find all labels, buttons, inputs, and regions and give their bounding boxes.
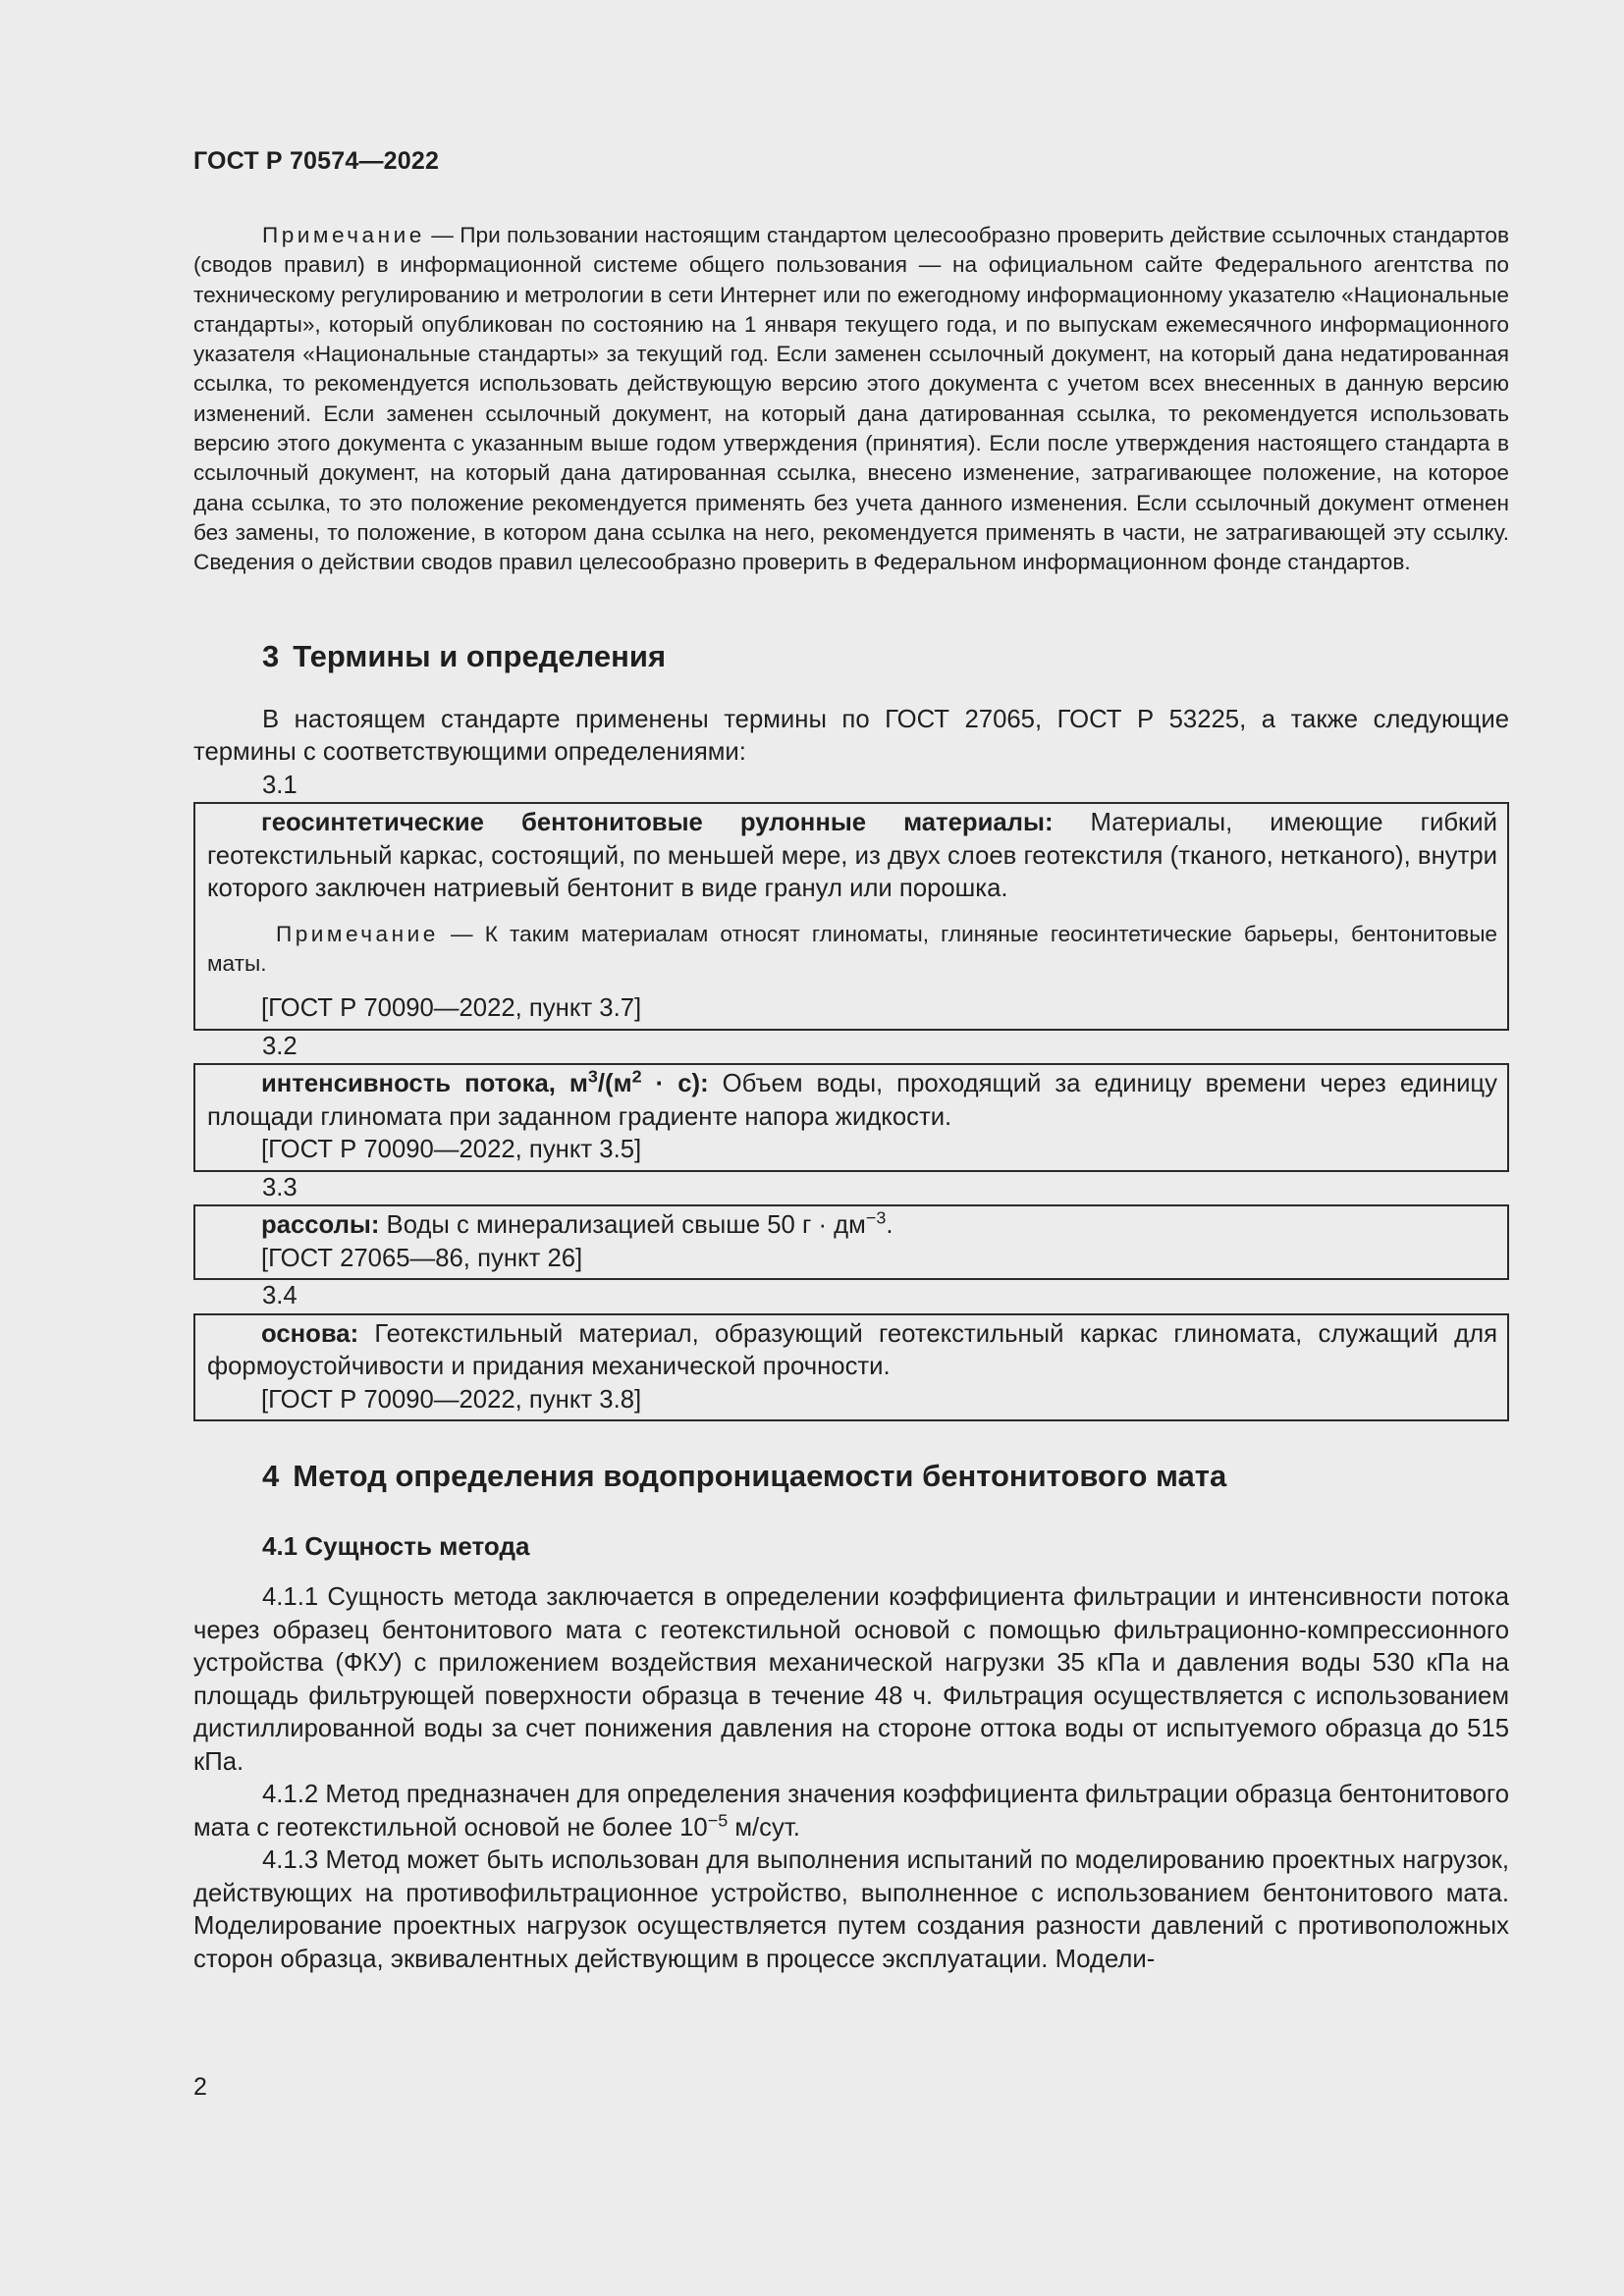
reference-note [193, 221, 1509, 578]
term-definition: рассолы: Воды с минерализацией свыше 50 $г \cdot дм^{-3}$. [261, 1207, 893, 1240]
term-box [193, 1063, 1509, 1172]
term-source: [ГОСТ Р 70090—2022, пункт 3.8] [261, 1385, 642, 1414]
section-4-title-text: Метод определения водопроницаемости бентонитового мата [293, 1459, 1227, 1494]
note-label: Примечание [262, 223, 425, 247]
term-source: [ГОСТ Р 70090—2022, пункт 3.5] [261, 1136, 642, 1164]
term-definition-text: Геотекстильный материал, образующий геотекстильный каркас глиномата, служащий для формоустойчивости и придания механической прочности. [207, 1319, 1497, 1381]
term-note-text: — К таким материалам относят глиноматы, глиняные геосинтетические барьеры, бентонитовые маты. [207, 921, 1497, 976]
term-definition-text: Материалы, имеющие гибкий геотекстильный каркас, состоящий, по меньшей мере, из двух слоев геотекстиля (тканого, нетканого), внутри которого заключен натриевый бентонит в виде гранул или порошка. [207, 809, 1497, 903]
section-3-intro: В настоящем стандарте применены термины по ГОСТ 27065, ГОСТ Р 53225, а также следующие термины с соответствующими определениями: [193, 705, 1509, 767]
note-text: — При пользовании настоящим стандартом целесообразно проверить действие ссылочных стандартов (сводов правил) в информационной системе общего пользования — на официальном сайте Федерального агентства по техническому регулированию и метрологии в сети Интернет или по ежегодному информационному указателю «Национальные стандарты», который опубликован по состоянию на 1 января текущего года, и по выпускам ежемесячного информационного указателя «Национальные стандарты» за текущий год. Если заменен ссылочный документ, на который дана недатированная ссылка, то рекомендуется использовать действующую версию этого документа с учетом всех внесенных в данную версию изменений. Если заменен ссылочный документ, на который дана датированная ссылка, то рекомендуется использовать версию этого документа с указанным выше годом утверждения (принятия). Если после утверждения настоящего стандарта в ссылочный документ, на который дана датированная ссылка, внесено изменение, затрагивающее положение, на которое дана ссылка, то это положение рекомендуется применять без учета данного изменения. Если ссылочный документ отменен без замены, то положение, в котором дана ссылка на него, рекомендуется применять в части, не затрагивающей эту ссылку. Сведения о действии сводов правил целесообразно проверить в Федеральном информационном фонде стандартов. [193, 223, 1509, 575]
term-definition [207, 807, 1497, 906]
paragraph-4-1-3: 4.1.3 Метод может быть использован для выполнения испытаний по моделированию проектных нагрузок, действующих на противофильтрационное устройство, выполненное с использованием бентонитового мата. Моделирование проектных нагрузок осуществляется путем создания разности давлений с противоположных сторон образца, эквивалентных действующим в процессе эксплуатации. Модели- [193, 1846, 1509, 1973]
section-4-title [193, 1459, 1509, 1494]
paragraph-4-1-1: 4.1.1 Сущность метода заключается в определении коэффициента фильтрации и интенсивности потока через образец бентонитового мата с геотекстильной основой с помощью фильтрационно-компрессионного устройства (ФКУ) с приложением воздействия механической нагрузки 35 кПа и давления воды 530 кПа на площадь фильтрующей поверхности образца в течение 48 ч. Фильтрация осуществляется с использованием дистиллированной воды за счет понижения давления на стороне оттока воды от испытуемого образца до 515 кПа. [193, 1583, 1509, 1776]
term-name: геосинтетические бентонитовые рулонные материалы: [261, 809, 1054, 837]
term-name: основа: [261, 1319, 359, 1348]
term-box [193, 1204, 1509, 1280]
paragraph-4-1-2: 4.1.2 Метод предназначен для определения значения коэффициента фильтрации образца бентонитового мата с геотекстильной основой не более $10^{-5}$ м/сут. [193, 1781, 1509, 1842]
term-number: 3.2 [262, 1032, 298, 1060]
section-3-number: 3 [262, 638, 280, 673]
term-number: 3.4 [262, 1282, 298, 1310]
term-name: интенсивность потока, $м^3/(м^2 \cdot с)$: [261, 1066, 709, 1098]
term-source: [ГОСТ Р 70090—2022, пункт 3.7] [261, 994, 642, 1023]
term-source: [ГОСТ 27065—86, пункт 26] [261, 1244, 583, 1272]
term-number: 3.3 [262, 1173, 298, 1201]
document-page [193, 147, 1509, 1976]
term-box [193, 1313, 1509, 1422]
page-number: 2 [193, 2073, 207, 2101]
term-definition-text: Воды с минерализацией свыше 50 г · дм [379, 1211, 866, 1240]
subsection-4-1-title: 4.1 Сущность метода [262, 1531, 530, 1562]
term-box [193, 802, 1509, 1031]
section-3-title [193, 639, 1509, 674]
term-note [207, 920, 1497, 980]
term-note-label: Примечание [276, 921, 439, 946]
term-definition [207, 1318, 1497, 1384]
document-header: ГОСТ Р 70574—2022 [193, 147, 440, 175]
term-definition [207, 1068, 1497, 1134]
term-definition-text: Объем воды, проходящий за единицу времени через единицу площади глиномата при заданном градиенте напора жидкости. [207, 1070, 1497, 1131]
term-number: 3.1 [262, 771, 298, 799]
section-3-title-text: Термины и определения [293, 638, 667, 673]
section-4-number: 4 [262, 1459, 280, 1494]
term-name: рассолы: [261, 1211, 380, 1240]
